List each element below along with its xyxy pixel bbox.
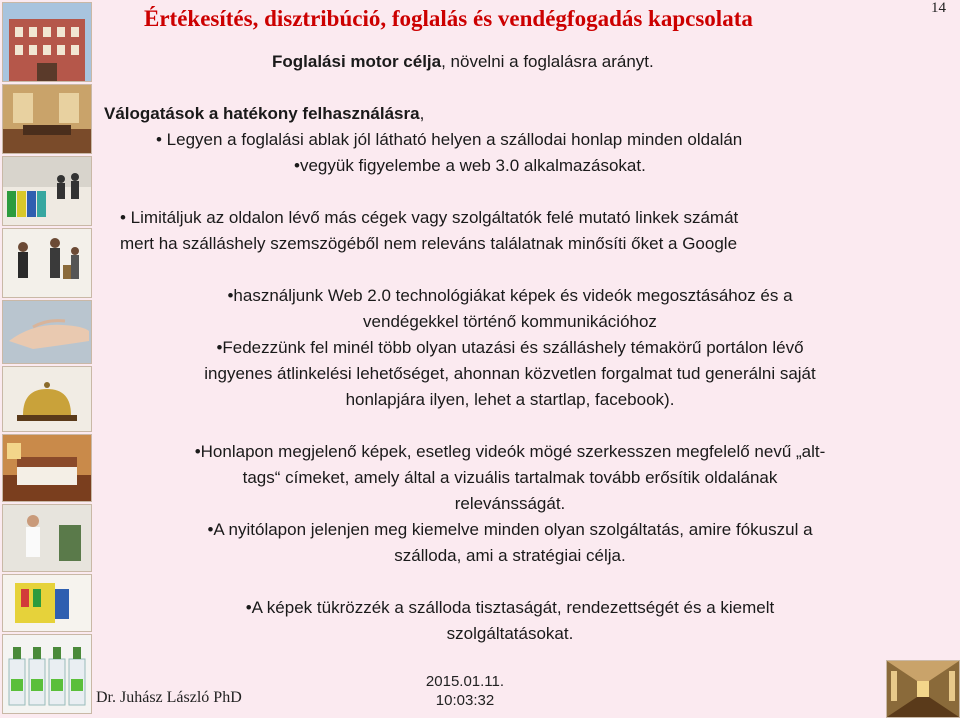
bullet-portals-cont-1: ingyenes átlinkelési lehetőséget, ahonnan közvetlen forgalmat tud generálni saját (204, 364, 816, 383)
hotel-building-photo (2, 2, 92, 82)
section-heading-bold: Válogatások a hatékony felhasználásra (104, 104, 420, 123)
bullet-web2-cont: vendégekkel történő kommunikációhoz (363, 312, 657, 331)
bullet-homepage: •A nyitólapon jelenjen meg kiemelve minden olyan szolgáltatás, amire fókuszul a (207, 520, 813, 539)
footer-author: Dr. Juhász László PhD (96, 689, 242, 706)
subtitle-rest: , növelni a foglalásra arányt. (441, 52, 654, 71)
bullet-homepage-cont: szálloda, ami a stratégiai célja. (394, 546, 626, 565)
guests-photo (2, 228, 92, 298)
reception-desk-photo (2, 156, 92, 226)
service-bell-photo (2, 366, 92, 432)
bullet-alt-tags: •Honlapon megjelenő képek, esetleg videók mögé szerkesszen megfelelő nevű „alt- (194, 442, 826, 461)
bullet-portals: •Fedezzünk fel minél több olyan utazási és szálláshely témakörű portálon lévő (216, 338, 804, 357)
bullet-limit-links: • Limitáljuk az oldalon lévő más cégek vagy szolgáltatók felé mutató linkek számát (120, 208, 739, 227)
bullet-alt-tags-cont-1: tags“ címeket, amely által a vizuális tartalmak tovább erősítik oldalának (242, 468, 778, 487)
staff-photo (2, 504, 92, 572)
subtitle-bold: Foglalási motor célja (272, 52, 442, 71)
cleaning-cart-photo (2, 574, 92, 632)
lobby-photo (2, 84, 92, 154)
subtitle (272, 52, 654, 72)
footer-date: 2015.01.11. (425, 673, 505, 690)
bullet-images: •A képek tükrözzék a szálloda tisztaságát, rendezettségét és a kiemelt (245, 598, 775, 617)
hand-photo (2, 300, 92, 364)
slide-title: Értékesítés, disztribúció, foglalás és vendégfogadás kapcsolata (144, 6, 753, 31)
bullet-alt-tags-cont-2: relevánsságát. (454, 494, 566, 513)
cleaning-products-photo (2, 634, 92, 714)
slide-number: 14 (931, 0, 946, 16)
sidebar-photo-strip (0, 0, 92, 717)
footer-time: 10:03:32 (435, 692, 495, 709)
bullet-limit-links-cont: mert ha szálláshely szemszögéből nem releváns találatnak minősíti őket a Google (120, 234, 738, 253)
bullet-images-cont: szolgáltatásokat. (446, 624, 574, 643)
hotel-room-photo (2, 434, 92, 502)
bullet-booking-window: • Legyen a foglalási ablak jól látható helyen a szállodai honlap minden oldalán (156, 130, 743, 149)
hotel-corridor-photo (886, 660, 960, 718)
bullet-web3: •vegyük figyelembe a web 3.0 alkalmazásokat. (294, 156, 646, 175)
section-heading (104, 104, 424, 124)
bullet-web2: •használjunk Web 2.0 technológiákat képek és videók megosztásához és a (227, 286, 793, 305)
bullet-portals-cont-2: honlapjára ilyen, lehet a startlap, facebook). (345, 390, 675, 409)
section-heading-rest: , (419, 104, 425, 123)
footer-datetime (410, 672, 520, 710)
